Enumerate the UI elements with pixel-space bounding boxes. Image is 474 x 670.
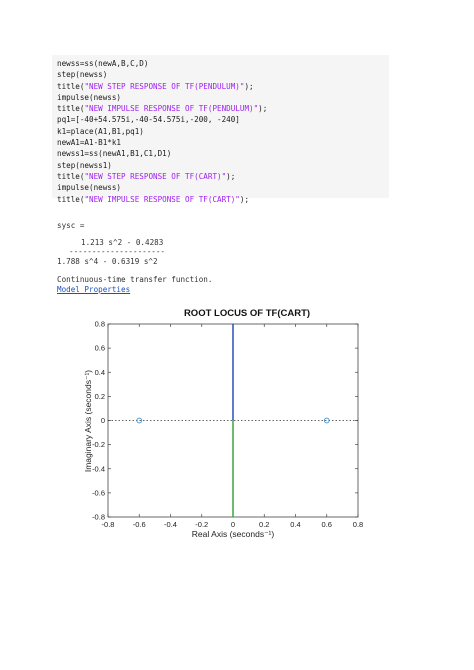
- y-tick-label: 0.2: [94, 391, 105, 401]
- transfer-divider: ---------------------: [69, 247, 166, 256]
- transfer-numerator: 1.213 s^2 - 0.4283: [81, 238, 164, 247]
- code-text: );: [226, 171, 236, 181]
- code-text: step(newss1): [57, 160, 112, 170]
- code-text: title(: [57, 104, 85, 114]
- code-string: "NEW IMPULSE RESPONSE OF TF(PENDULUM)": [84, 104, 259, 114]
- y-tick-label: -0.8: [92, 512, 105, 522]
- output-variable-line: sysc =: [57, 221, 85, 230]
- y-tick-label: -0.6: [92, 488, 105, 498]
- y-tick-label: 0: [100, 416, 105, 425]
- code-text: );: [239, 194, 250, 204]
- y-tick-label: 0.8: [94, 319, 105, 329]
- y-tick-label: -0.2: [92, 440, 105, 450]
- code-text: newA1=A1-B1*k1: [57, 138, 122, 148]
- x-tick-label: 0.6: [321, 520, 332, 529]
- x-tick-label: 0.2: [259, 520, 270, 529]
- code-string: "NEW STEP RESPONSE OF TF(CART)": [84, 171, 227, 181]
- code-string: "NEW STEP RESPONSE OF TF(PENDULUM)": [84, 81, 245, 91]
- x-tick-label: 0.4: [290, 520, 301, 529]
- code-text: k1=place(A1,B1,pq1): [57, 126, 144, 136]
- output-description: Continuous-time transfer function.: [57, 275, 213, 284]
- code-text: );: [258, 104, 268, 114]
- x-axis-label: Real Axis (seconds⁻¹): [191, 529, 275, 539]
- code-text: title(: [57, 194, 85, 204]
- y-axis-label: Imaginary Axis (seconds⁻¹): [83, 369, 93, 473]
- code-text: impulse(newss): [57, 183, 122, 193]
- model-properties-link[interactable]: Model Properties: [57, 285, 131, 294]
- code-text: newss1=ss(newA1,B1,C1,D1): [57, 149, 172, 159]
- x-tick-label: 0.8: [352, 520, 364, 529]
- code-text: newss=ss(newA,B,C,D): [57, 59, 149, 68]
- code-text: title(: [57, 171, 85, 181]
- code-text: title(: [57, 81, 85, 91]
- code-text: );: [244, 81, 254, 91]
- code-text: step(newss): [57, 70, 108, 80]
- x-tick-label: -0.4: [164, 520, 177, 529]
- y-tick-label: -0.4: [92, 464, 105, 474]
- transfer-denominator: 1.788 s^4 - 0.6319 s^2: [57, 257, 158, 266]
- y-tick-label: 0.4: [94, 367, 105, 377]
- chart-title: ROOT LOCUS OF TF(CART): [183, 308, 311, 319]
- x-tick-label: -0.8: [101, 520, 115, 529]
- x-tick-label: -0.2: [195, 520, 209, 529]
- x-tick-label: -0.6: [132, 520, 146, 529]
- y-tick-label: 0.6: [94, 343, 105, 353]
- code-string: "NEW IMPULSE RESPONSE OF TF(CART)": [84, 194, 240, 204]
- x-tick-label: 0: [230, 520, 236, 529]
- code-text: pq1=[-40+54.575i,-40-54.575i,-200, -240]: [57, 115, 240, 125]
- code-text: impulse(newss): [57, 92, 122, 102]
